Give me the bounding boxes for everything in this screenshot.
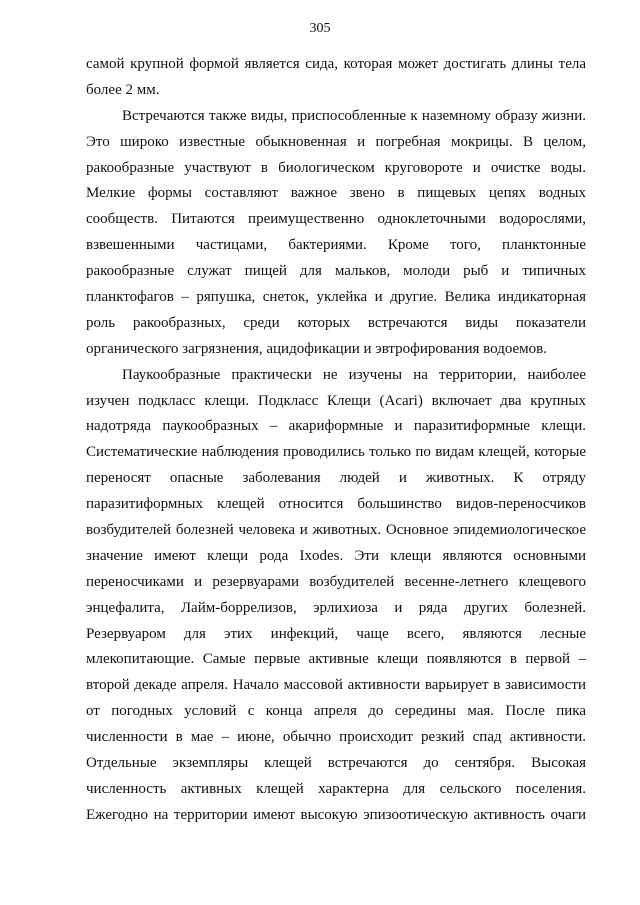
body-text: [86, 52, 586, 829]
text-line: Паукообразные практически не изучены на территории, наиболее: [122, 366, 586, 383]
text-line: переносят опасные заболевания людей и животных. К отряду: [86, 470, 586, 487]
text-line: сообществ. Питаются преимущественно одноклеточными водорослями,: [86, 211, 586, 228]
text-line: от погодных условий с конца апреля до середины мая. После пика: [86, 703, 586, 720]
text-line: планктофагов – ряпушка, снеток, уклейка и другие. Велика индикаторная: [86, 289, 586, 306]
text-line: Ежегодно на территории имеют высокую эпизоотическую активность очаги: [86, 806, 586, 823]
text-line: паразитиформных клещей относится большинство видов-переносчиков: [86, 496, 586, 513]
text-line: более 2 мм.: [86, 81, 160, 98]
text-line: значение имеют клещи рода Ixodes. Эти клещи являются основными: [86, 547, 586, 564]
text-line: надотряда паукообразных – акариформные и паразитиформные клещи.: [86, 418, 586, 435]
text-line: роль ракообразных, среди которых встречаются виды показатели: [86, 314, 586, 331]
text-line: взвешенными частицами, бактериями. Кроме того, планктонные: [86, 237, 586, 254]
text-line: ракообразные служат пищей для мальков, молоди рыб и типичных: [86, 263, 586, 280]
text-line: Резервуаром для этих инфекций, чаще всего, являются лесные: [86, 625, 586, 642]
text-line: органического загрязнения, ацидофикации и эвтрофирования водоемов.: [86, 340, 547, 357]
page-number: 305: [309, 21, 331, 36]
text-line: самой крупной формой является сида, которая может достигать длины тела: [86, 56, 586, 72]
text-line: ракообразные участвуют в биологическом круговороте и очистке воды.: [86, 159, 586, 176]
text-line: возбудителей болезней человека и животных. Основное эпидемиологическое: [86, 522, 586, 539]
text-line: численность активных клещей характерна для сельского поселения.: [86, 780, 586, 797]
text-line: млекопитающие. Самые первые активные клещи появляются в первой –: [86, 651, 586, 668]
text-line: энцефалита, Лайм-боррелизов, эрлихиоза и ряда других болезней.: [86, 599, 586, 616]
text-line: Мелкие формы составляют важное звено в пищевых цепях водных: [86, 185, 586, 202]
text-line: переносчиками и резервуарами возбудителей весенне-летнего клещевого: [86, 573, 586, 590]
text-line: второй декаде апреля. Начало массовой активности варьирует в зависимости: [86, 677, 586, 694]
text-line: численности в мае – июне, обычно происходит резкий спад активности.: [86, 729, 586, 746]
text-line: Это широко известные обыкновенная и погребная мокрицы. В целом,: [86, 133, 586, 150]
text-line: изучен подкласс клещи. Подкласс Клещи (Acari) включает два крупных: [86, 392, 586, 409]
text-line: Встречаются также виды, приспособленные к наземному образу жизни.: [122, 107, 586, 124]
text-line: Отдельные экземпляры клещей встречаются до сентября. Высокая: [86, 755, 586, 772]
text-line: Систематические наблюдения проводились только по видам клещей, которые: [86, 444, 586, 461]
